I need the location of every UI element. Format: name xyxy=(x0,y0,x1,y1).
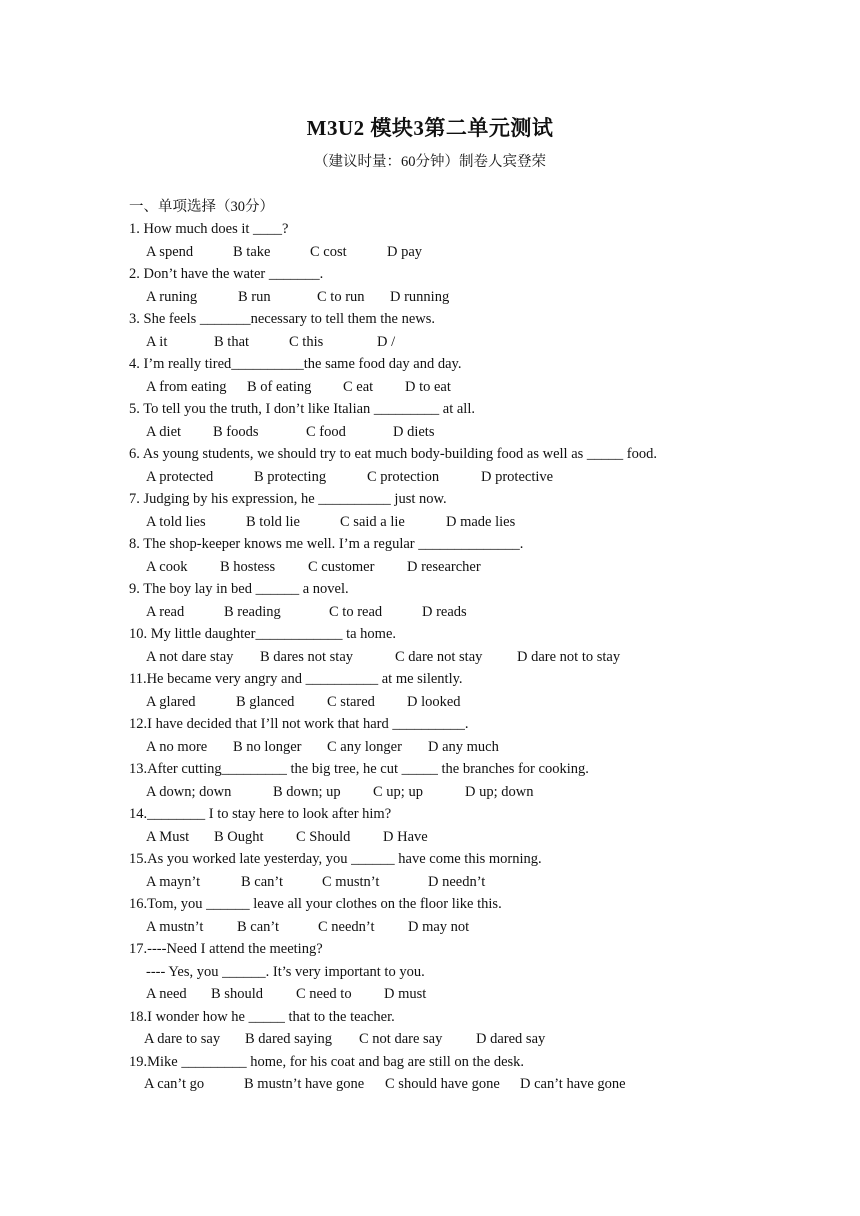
question-text: 19.Mike _________ home, for his coat and bag are still on the desk. xyxy=(129,1053,525,1070)
question-text: 5. To tell you the truth, I don’t like Italian _________ at all. xyxy=(129,401,475,417)
answer-option[interactable]: B can’t xyxy=(241,873,284,890)
question-item xyxy=(129,398,729,443)
question-text: 12.I have decided that I’ll not work that hard __________. xyxy=(129,716,469,732)
answer-option[interactable]: A down; down xyxy=(146,783,232,800)
answer-option[interactable]: A protected xyxy=(146,468,214,485)
answer-option[interactable]: B dared saying xyxy=(245,1031,332,1047)
answer-option[interactable]: D dared say xyxy=(476,1031,546,1047)
answer-option[interactable]: D diets xyxy=(393,423,435,440)
answer-option[interactable]: B down; up xyxy=(273,783,341,800)
answer-options xyxy=(129,691,729,714)
answer-option[interactable]: D Have xyxy=(383,828,428,845)
question-item xyxy=(129,578,729,623)
question-item xyxy=(129,938,729,1006)
answer-option[interactable]: D made lies xyxy=(446,513,516,530)
answer-option[interactable]: B reading xyxy=(224,603,281,620)
question-dialogue-line: ---- Yes, you ______. It’s very important to you. xyxy=(146,963,425,980)
question-text: 6. As young students, we should try to eat much body-building food as well as _____ food. xyxy=(129,446,657,462)
answer-option[interactable]: D up; down xyxy=(465,783,534,800)
answer-option[interactable]: D must xyxy=(384,986,427,1002)
answer-options xyxy=(129,241,729,264)
question-item xyxy=(129,263,729,308)
answer-option[interactable]: D reads xyxy=(422,603,467,620)
question-item xyxy=(129,713,729,758)
answer-option[interactable]: A read xyxy=(146,603,185,620)
answer-option[interactable]: D dare not to stay xyxy=(517,648,621,665)
question-text: 11.He became very angry and __________ at me silently. xyxy=(129,671,463,687)
answer-option[interactable]: C eat xyxy=(343,378,374,395)
answer-option[interactable]: C Should xyxy=(296,828,351,845)
answer-option[interactable]: D / xyxy=(377,333,396,350)
answer-options xyxy=(129,646,729,669)
question-text: 14.________ I to stay here to look after him? xyxy=(129,806,392,822)
question-text: 2. Don’t have the water _______. xyxy=(129,266,324,282)
answer-option[interactable]: B foods xyxy=(213,423,259,440)
answer-option[interactable]: C not dare say xyxy=(359,1031,443,1047)
answer-option[interactable]: D any much xyxy=(428,738,499,755)
answer-option[interactable]: B protecting xyxy=(254,468,327,485)
question-text: 13.After cutting_________ the big tree, he cut _____ the branches for cooking. xyxy=(129,761,589,777)
question-text: 4. I’m really tired__________the same food day and day. xyxy=(129,356,462,372)
question-item xyxy=(129,218,729,263)
answer-option[interactable]: A dare to say xyxy=(144,1031,221,1047)
answer-option[interactable]: C needn’t xyxy=(318,918,375,935)
answer-option[interactable]: B hostess xyxy=(220,558,276,575)
answer-option[interactable]: C said a lie xyxy=(340,513,405,530)
answer-option[interactable]: A glared xyxy=(146,693,196,710)
answer-option[interactable]: D to eat xyxy=(405,378,451,395)
answer-option[interactable]: A from eating xyxy=(146,378,227,395)
answer-option[interactable]: C cost xyxy=(310,243,347,260)
answer-options xyxy=(129,466,729,489)
question-item xyxy=(129,668,729,713)
answer-option[interactable]: A need xyxy=(146,986,187,1002)
question-item xyxy=(129,1051,729,1096)
answer-options xyxy=(129,421,729,444)
answer-options xyxy=(129,601,729,624)
question-text: 15.As you worked late yesterday, you ______ have come this morning. xyxy=(129,851,542,867)
answer-options xyxy=(129,286,729,309)
question-item xyxy=(129,758,729,803)
answer-option[interactable]: C should have gone xyxy=(385,1076,500,1092)
answer-option[interactable]: C stared xyxy=(327,693,375,710)
answer-option[interactable]: B that xyxy=(214,333,250,350)
answer-option[interactable]: C dare not stay xyxy=(395,648,483,665)
answer-options xyxy=(129,781,729,804)
answer-option[interactable]: C customer xyxy=(308,558,375,575)
answer-option[interactable]: D pay xyxy=(387,243,423,260)
answer-option[interactable]: B Ought xyxy=(214,828,264,845)
answer-option[interactable]: B take xyxy=(233,243,271,260)
answer-option[interactable]: D may not xyxy=(408,918,470,935)
answer-option[interactable]: A diet xyxy=(146,423,182,440)
question-item xyxy=(129,308,729,353)
answer-options xyxy=(129,511,729,534)
answer-options xyxy=(129,736,729,759)
answer-option[interactable]: A no more xyxy=(146,738,208,755)
question-text: 18.I wonder how he _____ that to the teacher. xyxy=(129,1008,395,1025)
answer-option[interactable]: B dares not stay xyxy=(260,648,354,665)
answer-option[interactable]: B run xyxy=(238,288,271,305)
answer-options xyxy=(129,826,729,849)
answer-option[interactable]: B of eating xyxy=(247,378,312,395)
answer-option[interactable]: A told lies xyxy=(146,513,206,530)
answer-option[interactable]: D protective xyxy=(481,468,554,485)
question-item xyxy=(129,893,729,938)
answer-option[interactable]: B told lie xyxy=(246,513,300,530)
answer-option[interactable]: A not dare stay xyxy=(146,648,234,665)
answer-option[interactable]: D can’t have gone xyxy=(520,1076,626,1092)
answer-option[interactable]: C any longer xyxy=(327,738,402,755)
answer-option[interactable]: D researcher xyxy=(407,558,481,575)
answer-option[interactable]: C food xyxy=(306,423,346,440)
answer-options xyxy=(129,871,729,894)
answer-option[interactable]: A it xyxy=(146,333,168,350)
answer-option[interactable]: B no longer xyxy=(233,738,302,755)
question-text: 10. My little daughter____________ ta home. xyxy=(129,626,397,642)
answer-options xyxy=(129,1073,729,1096)
answer-option[interactable]: A spend xyxy=(146,243,194,260)
answer-option[interactable]: A can’t go xyxy=(144,1076,205,1092)
question-item xyxy=(129,443,729,488)
answer-options xyxy=(129,916,729,939)
question-item xyxy=(129,623,729,668)
answer-option[interactable]: C to run xyxy=(317,288,365,305)
answer-option[interactable]: D needn’t xyxy=(428,873,486,890)
answer-option[interactable]: C protection xyxy=(367,468,440,485)
answer-options xyxy=(129,331,729,354)
page-subtitle: （建议时量：60分钟）制卷人宾登荣 xyxy=(314,154,546,170)
answer-option[interactable]: C up; up xyxy=(373,783,423,800)
answer-options xyxy=(129,376,729,399)
answer-options xyxy=(129,1028,729,1051)
question-text: 9. The boy lay in bed ______ a novel. xyxy=(129,581,349,597)
question-item xyxy=(129,848,729,893)
answer-option[interactable]: C to read xyxy=(329,603,383,620)
question-text: 7. Judging by his expression, he __________ just now. xyxy=(129,491,447,507)
answer-option[interactable]: D looked xyxy=(407,693,461,710)
answer-option[interactable]: A Must xyxy=(146,828,190,845)
answer-option[interactable]: D running xyxy=(390,288,450,305)
section-heading: 一、单项选择（30分） xyxy=(129,199,274,215)
question-text: 3. She feels _______necessary to tell them the news. xyxy=(129,311,436,327)
answer-option[interactable]: C need to xyxy=(296,986,352,1002)
question-text: 16.Tom, you ______ leave all your clothes on the floor like this. xyxy=(129,896,502,912)
answer-option[interactable]: A runing xyxy=(146,288,198,305)
answer-option[interactable]: A cook xyxy=(146,558,188,575)
answer-option[interactable]: C this xyxy=(289,333,324,350)
page-title: M3U2 模块3第二单元测试 xyxy=(306,116,554,140)
answer-option[interactable]: B mustn’t have gone xyxy=(244,1076,365,1092)
question-text: 8. The shop-keeper knows me well. I’m a regular ______________. xyxy=(129,536,524,552)
question-item xyxy=(129,1006,729,1051)
question-item xyxy=(129,533,729,578)
answer-option[interactable]: B glanced xyxy=(236,693,295,710)
answer-option[interactable]: C mustn’t xyxy=(322,873,380,890)
answer-option[interactable]: B can’t xyxy=(237,918,280,935)
answer-option[interactable]: A mustn’t xyxy=(146,918,204,935)
answer-option[interactable]: A mayn’t xyxy=(146,873,201,890)
question-item xyxy=(129,803,729,848)
question-list xyxy=(129,218,729,1096)
answer-options xyxy=(129,983,729,1006)
question-item xyxy=(129,488,729,533)
question-text: 1. How much does it ____? xyxy=(129,221,289,237)
question-item xyxy=(129,353,729,398)
answer-option[interactable]: B should xyxy=(211,986,263,1002)
answer-options xyxy=(129,556,729,579)
question-text: 17.----Need I attend the meeting? xyxy=(129,941,323,957)
